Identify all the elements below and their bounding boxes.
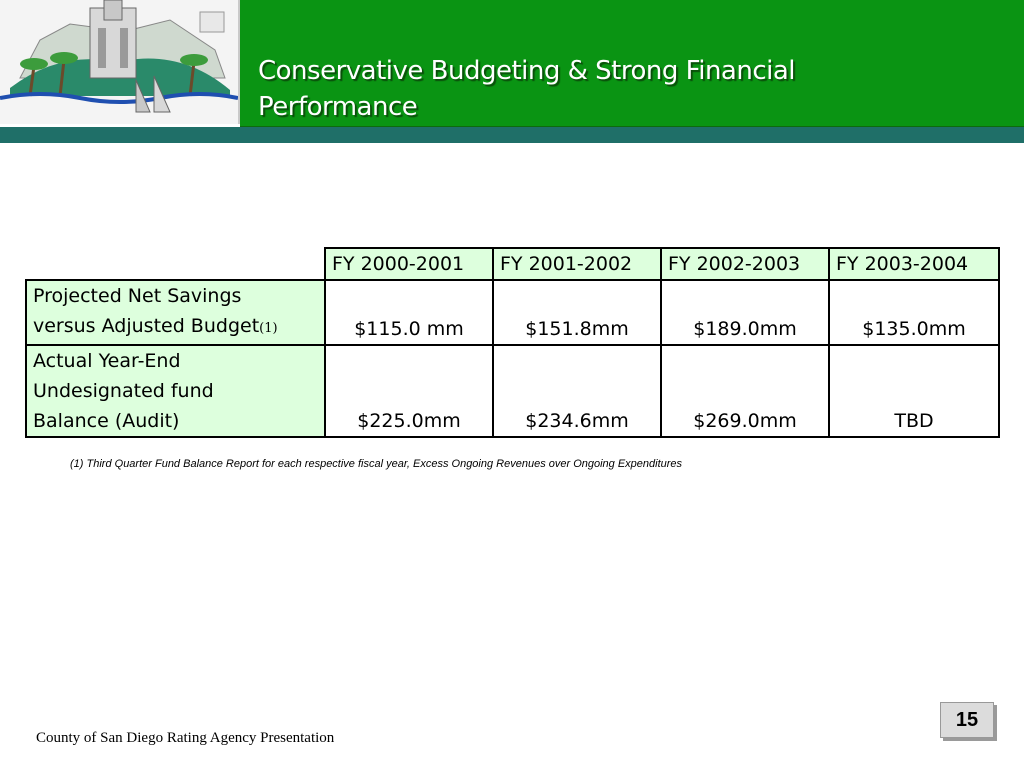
table-corner <box>26 248 325 280</box>
table-cell: $225.0mm <box>325 345 493 437</box>
row-label-line: Actual Year-End <box>33 350 181 372</box>
table-cell: $189.0mm <box>661 280 829 345</box>
table-cell: $115.0 mm <box>325 280 493 345</box>
row-label-text: versus Adjusted Budget <box>33 315 260 337</box>
table-header-row <box>26 248 999 280</box>
footnote-marker: (1) <box>70 458 84 470</box>
column-header: FY 2003-2004 <box>829 248 999 280</box>
page-number: 15 <box>940 702 994 738</box>
row-label <box>26 345 325 437</box>
table-cell: $234.6mm <box>493 345 661 437</box>
table-cell: $135.0mm <box>829 280 999 345</box>
county-logo-icon <box>0 0 240 124</box>
slide-header <box>0 0 1024 126</box>
table-footnote <box>70 458 682 470</box>
footnote-text: Third Quarter Fund Balance Report for each respective fiscal year, Excess Ongoing Revenues over Ongoing Expenditures <box>86 458 683 470</box>
title-bar <box>240 0 1024 128</box>
financial-performance-table <box>25 247 1000 438</box>
row-label <box>26 280 325 345</box>
row-label-line: Undesignated fund <box>33 380 214 402</box>
table-row <box>26 280 999 345</box>
table-cell: $151.8mm <box>493 280 661 345</box>
row-label-line <box>33 311 318 344</box>
column-header: FY 2002-2003 <box>661 248 829 280</box>
table-cell: $269.0mm <box>661 345 829 437</box>
slide-title: Conservative Budgeting & Strong Financial Performance <box>258 56 796 122</box>
column-header: FY 2000-2001 <box>325 248 493 280</box>
row-label-line: Balance (Audit) <box>33 410 180 432</box>
table-row <box>26 345 999 437</box>
presentation-footer: County of San Diego Rating Agency Presentation <box>36 730 335 746</box>
table-cell: TBD <box>829 345 999 437</box>
footnote-marker: (1) <box>259 321 278 336</box>
row-label-line: Projected Net Savings <box>33 285 242 307</box>
column-header: FY 2001-2002 <box>493 248 661 280</box>
header-rule <box>0 127 1024 143</box>
